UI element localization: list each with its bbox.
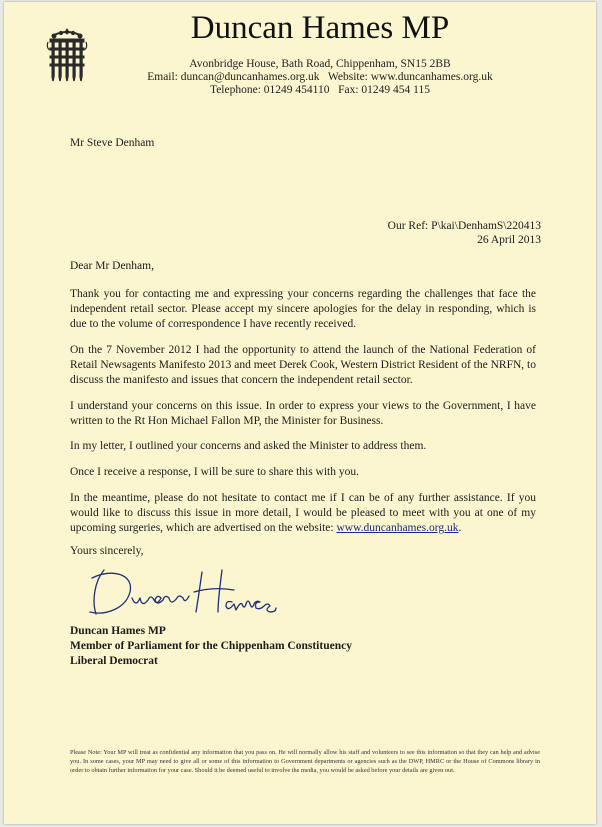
body-paragraph: Thank you for contacting me and expressing your concerns regarding the challenges that face the independent retail sector. Please accept my sincere apologies for the delay in responding, which is due to the volume of correspondence I have recently received.: [70, 288, 536, 330]
body-paragraph: Once I receive a response, I will be sure to share this with you.: [70, 466, 360, 478]
reference-number: Our Ref: P\kai\DenhamS\220413: [387, 220, 541, 232]
body-paragraph: In my letter, I outlined your concerns and asked the Minister to address them.: [70, 440, 427, 452]
signature-name: Duncan Hames MP: [70, 625, 166, 637]
letter-date: 26 April 2013: [477, 234, 541, 246]
body-paragraph: [70, 491, 536, 536]
website-link[interactable]: www.duncanhames.org.uk: [336, 522, 459, 534]
signature-role: Member of Parliament for the Chippenham Constituency: [70, 640, 352, 652]
letter-page: [4, 2, 596, 824]
body-text: In the meantime, please do not hesitate to contact me if I can be of any further assistance. If you would like to discuss this issue in more detail, I would be pleased to meet with you at one of my upcoming surgeries, which are advertised on the website:: [70, 492, 536, 534]
letterhead-phone: Telephone: 01249 454110 Fax: 01249 454 115: [209, 84, 431, 96]
handwritten-signature: [82, 562, 302, 624]
body-text-end: .: [458, 522, 462, 534]
letterhead-address: Avonbridge House, Bath Road, Chippenham, SN15 2BB: [189, 58, 451, 70]
recipient-name: Mr Steve Denham: [70, 137, 155, 149]
salutation: Dear Mr Denham,: [70, 260, 154, 272]
letterhead-name: Duncan Hames MP: [190, 10, 450, 46]
signature-party: Liberal Democrat: [70, 655, 158, 667]
body-paragraph: I understand your concerns on this issue. In order to express your views to the Government, I have written to the Rt Hon Michael Fallon MP, the Minister for Business.: [70, 400, 536, 427]
letterhead-contact: Email: duncan@duncanhames.org.uk Website: www.duncanhames.org.uk: [147, 71, 493, 83]
signoff: Yours sincerely,: [70, 545, 144, 557]
privacy-note: Please Note: Your MP will treat as confidential any information that you pass on. He will normally allow his staff and volunteers to see this information so that they can help and advise you. In some cases, your MP may need to give all or some of this information to Government departments or agencies such as the DWP, HMRC or the House of Commons library in order to obtain further information for your case. Should it be deemed useful to involve the media, you would be asked before your details are given out.: [70, 749, 540, 774]
body-paragraph: On the 7 November 2012 I had the opportunity to attend the launch of the National Federation of Retail Newsagents Manifesto 2013 and meet Derek Cook, Western District Resident of the NRFN, to discuss the manifesto and issues that concern the independent retail sector.: [70, 344, 536, 386]
